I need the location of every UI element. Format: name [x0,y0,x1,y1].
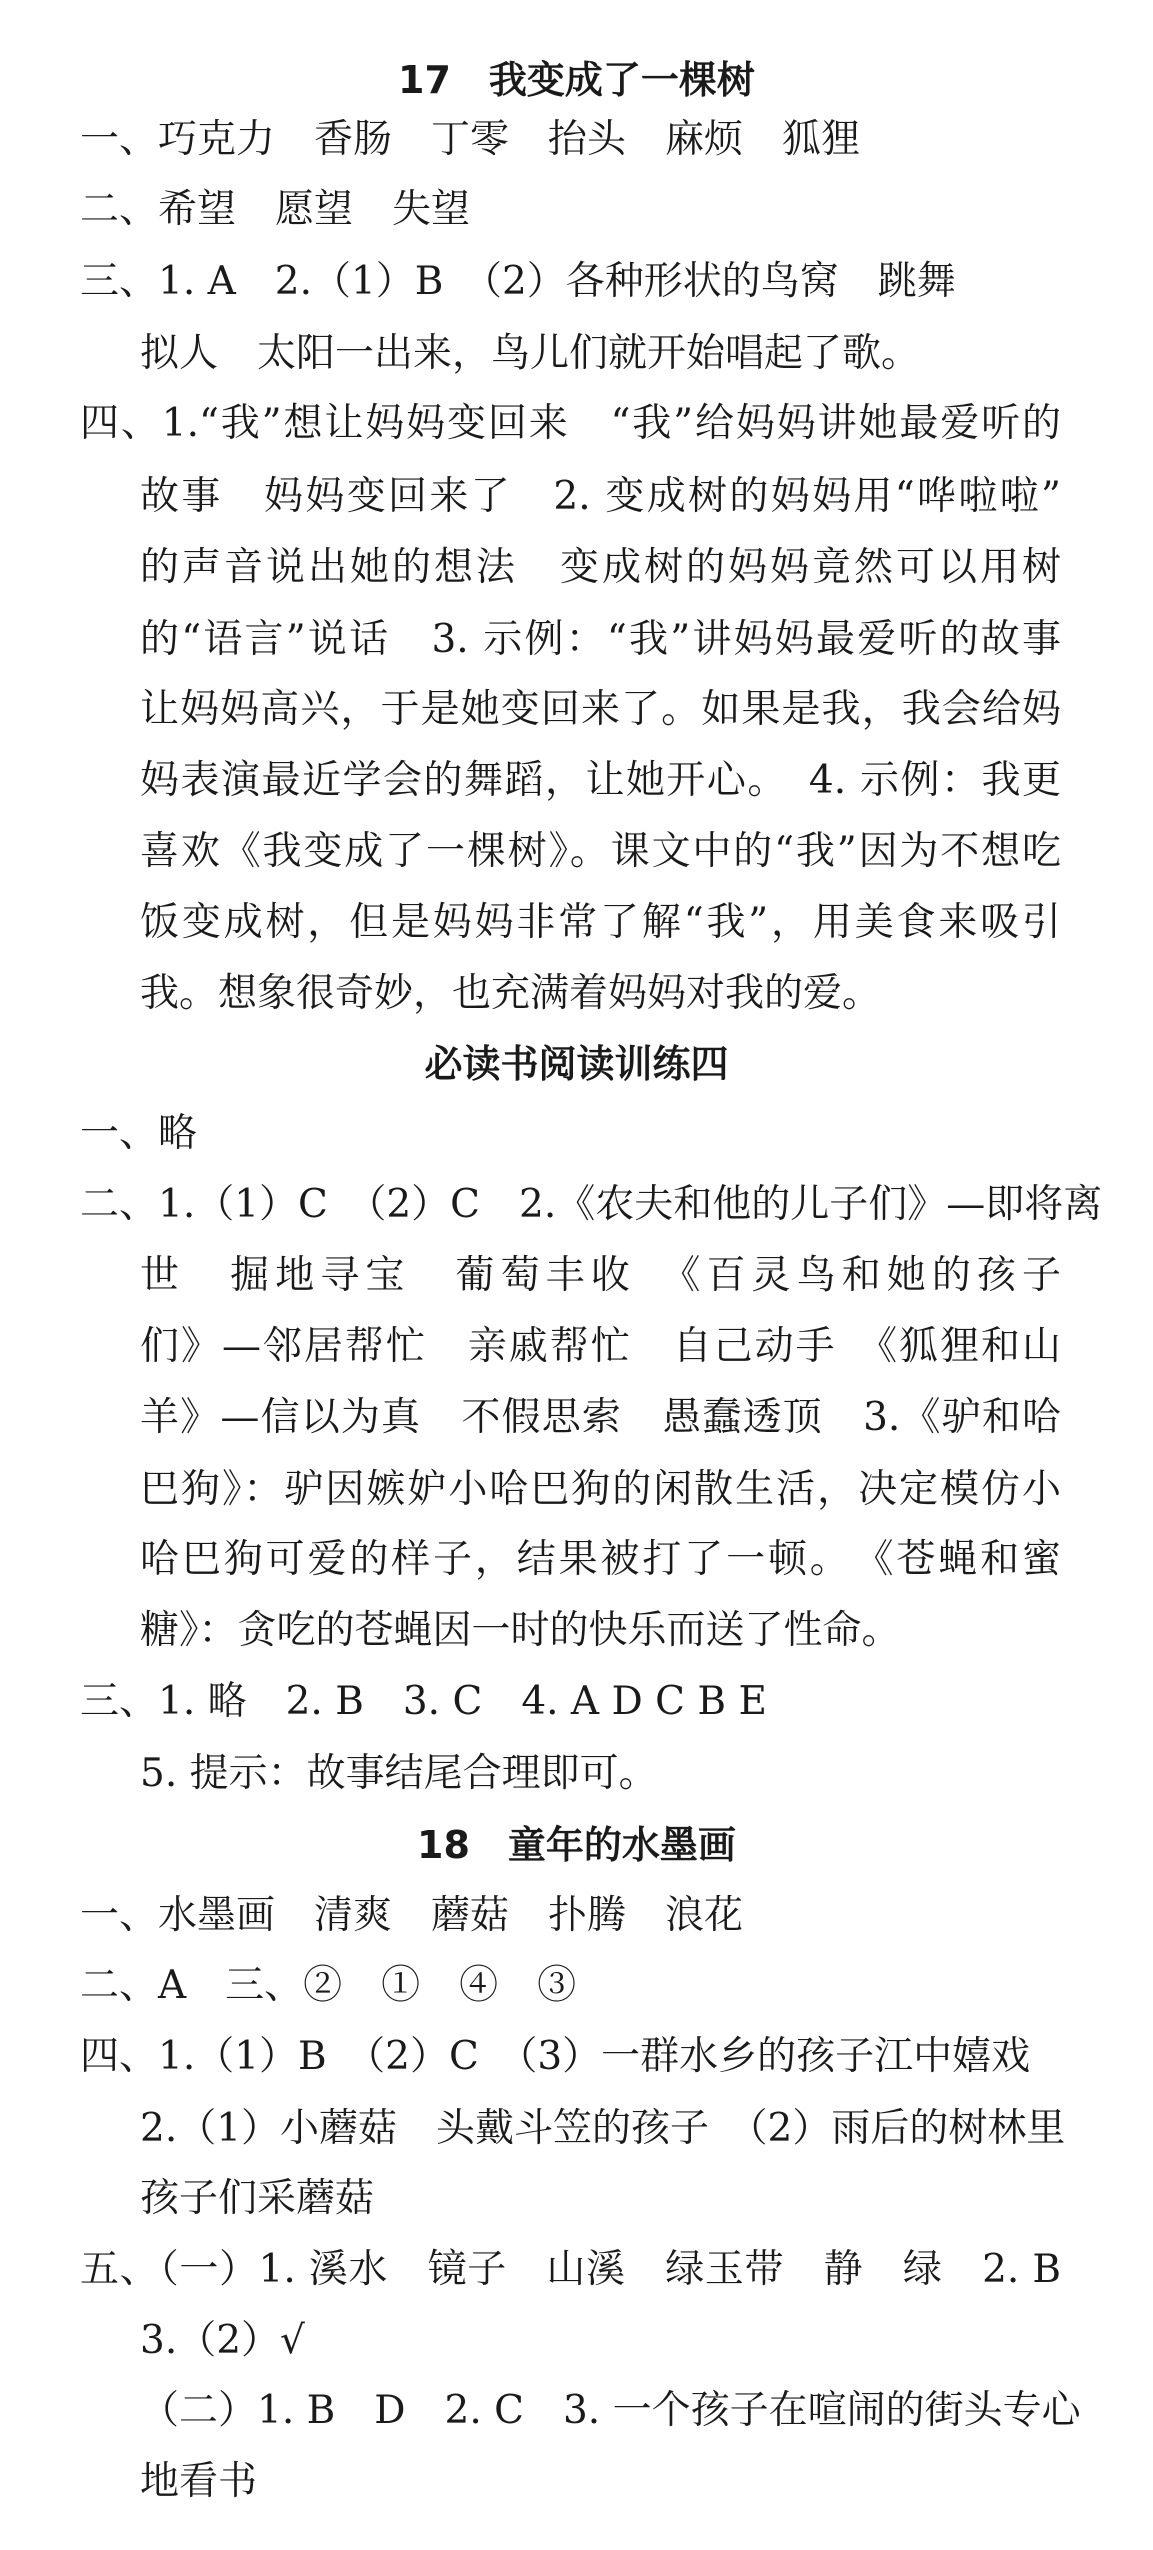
answer-line: 地看书 [140,2459,258,2504]
answer-line: 一、水墨画 清爽 蘑菇 扑腾 浪花 [80,1893,744,1938]
answer-line: 们》—邻居帮忙 亲戚帮忙 自己动手 《狐狸和山 [140,1324,1061,1369]
answer-line: 的声音说出她的想法 变成树的妈妈竟然可以用树 [140,545,1061,590]
answer-line: 孩子们采蘑菇 [140,2176,375,2221]
answer-line: 糖》：贪吃的苍蝇因一时的快乐而送了性命。 [140,1608,901,1653]
answer-line: 故事 妈妈变回来了 2. 变成树的妈妈用“哗啦啦” [140,474,1061,519]
answer-line: 五、（一）1. 溪水 镜子 山溪 绿玉带 静 绿 2. B [80,2247,1061,2292]
answer-line: 二、A 三、② ① ④ ③ [80,1963,577,2008]
answer-line: 我。想象很奇妙，也充满着妈妈对我的爱。 [140,971,882,1016]
answer-line: 巴狗》：驴因嫉妒小哈巴狗的闲散生活，决定模仿小 [140,1467,1061,1512]
answer-line: 四、1.“我”想让妈妈变回来 “我”给妈妈讲她最爱听的 [80,401,1061,446]
answer-line: 一、巧克力 香肠 丁零 抬头 麻烦 狐狸 [80,117,861,162]
answer-line: 喜欢《我变成了一棵树》。课文中的“我”因为不想吃 [140,829,1061,874]
answer-line: 让妈妈高兴，于是她变回来了。如果是我，我会给妈 [140,687,1061,732]
answer-line: 3.（2）√ [140,2318,305,2363]
section-title: 18 童年的水墨画 [417,1823,736,1867]
answer-line: 二、1.（1）C （2）C 2.《农夫和他的儿子们》—即将离 [80,1182,1103,1227]
answer-line: 拟人 太阳一出来，鸟儿们就开始唱起了歌。 [140,331,921,376]
answer-line: 世 掘地寻宝 葡萄丰收 《百灵鸟和她的孩子 [140,1253,1061,1298]
answer-line: 的“语言”说话 3. 示例：“我”讲妈妈最爱听的故事 [140,617,1061,662]
answer-line: 羊》—信以为真 不假思索 愚蠢透顶 3.《驴和哈 [140,1395,1061,1440]
answer-line: 5. 提示：故事结尾合理即可。 [140,1751,658,1796]
answer-line: 四、1.（1）B （2）C （3）一群水乡的孩子江中嬉戏 [80,2034,1031,2079]
answer-line: 三、1. 略 2. B 3. C 4. A D C B E [80,1679,767,1724]
answer-line: 2.（1）小蘑菇 头戴斗笠的孩子 （2）雨后的树林里 [140,2106,1066,2151]
answer-line: （二）1. B D 2. C 3. 一个孩子在喧闹的街头专心 [140,2388,1081,2433]
answer-line: 妈表演最近学会的舞蹈，让她开心。 4. 示例：我更 [140,758,1061,803]
answer-line: 三、1. A 2.（1）B （2）各种形状的鸟窝 跳舞 [80,259,956,304]
answer-line: 饭变成树，但是妈妈非常了解“我”，用美食来吸引 [140,900,1061,945]
section-title: 必读书阅读训练四 [424,1042,729,1086]
answer-line: 二、希望 愿望 失望 [80,187,471,232]
answer-line: 一、略 [80,1111,198,1156]
section-title: 17 我变成了一棵树 [398,58,755,102]
answer-line: 哈巴狗可爱的样子，结果被打了一顿。 《苍蝇和蜜 [140,1537,1061,1582]
